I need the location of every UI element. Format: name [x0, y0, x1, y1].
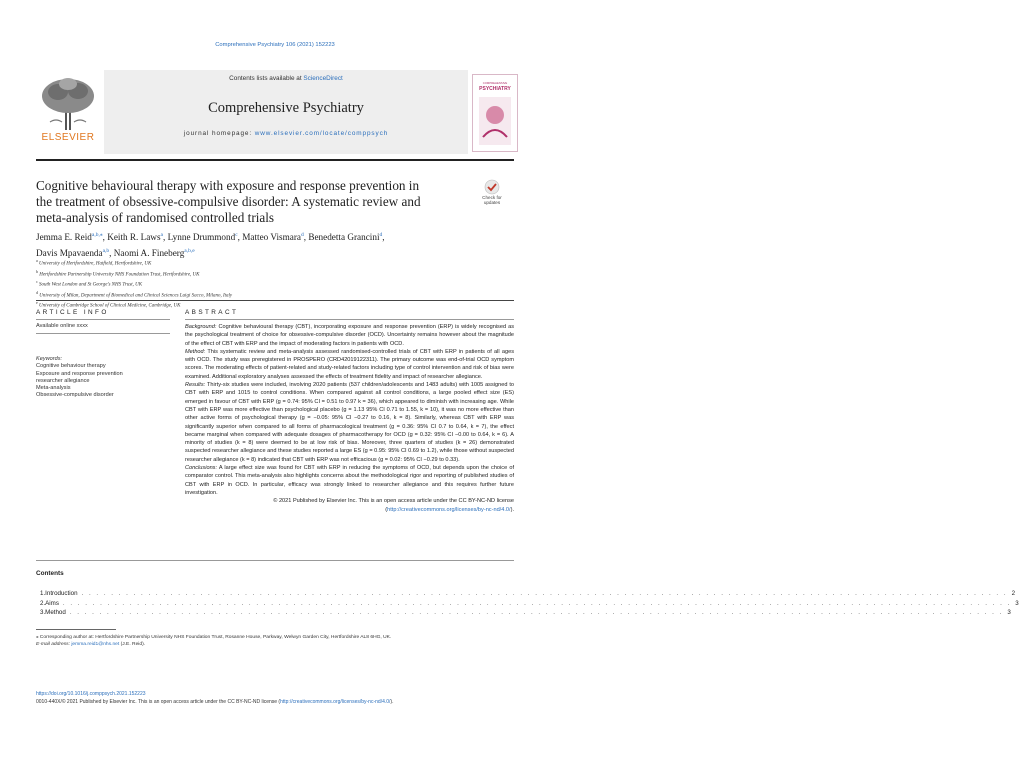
author-name: Lynne Drummond [167, 232, 236, 243]
article-info-heading: ARTICLE INFO [36, 309, 109, 316]
toc-title: Introduction [45, 590, 78, 597]
abstract-conclusions [185, 464, 514, 497]
toc-item[interactable] [36, 590, 1016, 600]
author-affil-marks: a,b,e [184, 248, 195, 255]
affiliation-item [36, 279, 514, 290]
email-label: E-mail address: [36, 642, 70, 647]
journal-cover-thumbnail[interactable] [472, 74, 518, 152]
author-name: Matteo Vismara [242, 232, 301, 243]
article-title: Cognitive behavioural therapy with exposure and response prevention in the treatment of obsessive-compulsive disorder: A systematic review and meta-analysis of randomised controlled trials [36, 178, 421, 225]
affiliation-text: University of Milan, Department of Biomedical and Clinical Sciences Luigi Sacco, Milano, Italy [39, 293, 233, 299]
abstract-method [185, 348, 514, 381]
journal-header [36, 70, 514, 154]
author-affil-marks: c [235, 232, 238, 238]
affiliation-item [36, 258, 514, 269]
toc-leader: . . . . . . . . . . . . . . . . . . . . . . . . . . . . . . . . . . . . . . . . . . . . . . . . . . . . . . . . . . . . . . . . . . . . . . . . . . . . . . . . . . . . . . . . . . . . . . . . . . . . . . . . . . . . . . . . . . . . . . . . . . . . . . . . [62, 599, 1012, 607]
table-of-contents [36, 590, 1019, 619]
elsevier-tree-logo [36, 74, 100, 132]
available-online: Available online xxxx [36, 323, 88, 329]
abstract-body [185, 323, 514, 514]
affiliation-list [36, 258, 514, 311]
author-entry[interactable] [308, 232, 384, 242]
journal-title: Comprehensive Psychiatry [208, 100, 364, 116]
rights-suffix: ). [390, 699, 394, 705]
cover-top-text: COMPREHENSIVE [482, 81, 508, 85]
toc-item[interactable] [36, 609, 1011, 619]
toc-item[interactable] [36, 599, 1019, 610]
affiliation-text: University of Cambridge School of Clinical Medicine, Cambridge, UK [39, 303, 181, 309]
toc-title: Method [45, 609, 66, 616]
license-link[interactable]: http://creativecommons.org/licenses/by-nc-nd/4.0/ [387, 506, 511, 513]
badge-line2: updates [483, 200, 501, 205]
abstract-license [185, 497, 514, 514]
keyword: Cognitive behaviour therapy [36, 363, 106, 370]
toc-leader: . . . . . . . . . . . . . . . . . . . . . . . . . . . . . . . . . . . . . . . . . . . . . . . . . . . . . . . . . . . . . . . . . . . . . . . . . . . . . . . . . . . . . . . . . . . . . . . . . . . . . . . . . . . . . . . . . . . . . . . . . . . . . [81, 590, 1008, 597]
rights-link[interactable]: http://creativecommons.org/licenses/by-nc-nd/4.0/ [280, 699, 391, 705]
license-close: ). [510, 506, 514, 513]
affiliation-key: c [36, 279, 38, 285]
toc-number: 1. [40, 590, 46, 597]
abstract-heading: ABSTRACT [185, 309, 239, 316]
email-link[interactable]: jemma.reid1@nhs.net [71, 642, 120, 647]
journal-homepage [104, 130, 468, 137]
contents-prefix: Contents lists available at [229, 75, 304, 82]
author-name: Davis Mpavaenda [36, 248, 103, 259]
method-text: This systematic review and meta-analysis assessed randomised-controlled trials of CBT with ERP in patients of all ages with OCD. The study was preregistered in PROSPERO (CRD42019122311). The primary outcome was end-of-trial OCD symptom scores. The moderating effects of patient-related and study-related factors including type of control intervention and risk of bias were examined. Additional exploratory analyses assessed the effects of treatment fidelity and impact of researcher allegiance. [185, 348, 514, 380]
affiliation-key: d [36, 289, 38, 295]
affiliation-text: University of Hertfordshire, Hatfield, Hertfordshire, UK [39, 261, 152, 267]
author-separator: , [109, 248, 114, 259]
author-separator: , [382, 232, 385, 243]
rights-prefix: 0010-440X/© 2021 Published by Elsevier Inc. This is an open access article under the CC BY-NC-ND license ( [36, 699, 281, 705]
background-label: Background: [185, 324, 217, 330]
toc-page: 3 [1007, 609, 1011, 616]
keyword: Exposure and response prevention [36, 370, 123, 377]
author-affil-marks: a,b [102, 248, 110, 255]
author-separator: , [303, 232, 309, 243]
keyword: Meta-analysis [36, 385, 71, 392]
badge-line1: Check for [482, 195, 502, 200]
conclusions-text: A large effect size was found for CBT with ERP in reducing the symptoms of OCD, but depends upon the choice of comparator control. This meta-analysis also highlights concerns about the methodological rigor and reporting of published studies of CBT with ERP in OCD. In particular, efficacy was strongly linked to researcher allegiance and this requires further future investigation. [185, 465, 514, 496]
check-for-updates-badge[interactable] [474, 178, 510, 206]
affiliation-item [36, 290, 514, 301]
author-entry[interactable] [107, 232, 167, 242]
abstract-results [185, 381, 514, 464]
affiliation-text: South West London and St George's NHS Trust, UK [39, 282, 143, 288]
author-affil-marks: a [160, 232, 163, 238]
affiliation-item [36, 269, 514, 280]
author-name: Benedetta Grancini [308, 232, 380, 243]
toc-number: 3. [40, 609, 46, 616]
author-entry[interactable] [114, 248, 195, 258]
results-label: Results: [185, 382, 206, 389]
author-entry[interactable] [36, 232, 107, 242]
results-text: Thirty-six studies were included, involving 2020 patients (537 children/adolescents and 1483 adults) with 1005 assigned to CBT with ERP and 1015 to control conditions. When compared against all control conditions, a large pooled effect size (ES) emerged in favour of CBT with ERP (g = 0.74: 95% CI = 0.51 to 0.97 k = 36), which appeared to diminish with increasing age. While CBT with ERP was more effective than psychological placebo (g = 1.13 95% CI 0.71 to 1.55, k = 10), it was no more effective than other active forms of psychological therapy (g = −0.05: 95% CI −0.27 to 0.16, k = 8). Similarly, whereas CBT with ERP was significantly superior when compared to all forms of pharmacological treatment (g = 0.36: 95% CI 0.7 to 0.64, k = 7), the effect became marginal when compared with adequate dosages of pharmacotherapy for OCD (g = 0.32: 95% CI −0.00 to 0.64, k = 6). A minority of studies (k = 8) were deemed to be at low risk of bias. Moreover, three quarters of studies (k = 26) demonstrated suspected researcher allegiance and these studies reported a large ES (g = 0.95: 95% CI 0.69 to 1.2), while those without suspected researcher allegiance (k = 8) indicated that CBT with ERP was not efficacious (g = 0.02: 95% CI −0.29 to 0.33). [185, 382, 515, 463]
author-separator: , [162, 232, 168, 243]
corresponding-line [36, 634, 514, 641]
article-info-rule [36, 319, 170, 320]
contents-heading: Contents [36, 570, 64, 577]
homepage-link[interactable]: www.elsevier.com/locate/comppsych [254, 130, 389, 137]
abstract-background [185, 323, 514, 348]
author-entry[interactable] [168, 232, 243, 242]
affiliation-key: a [36, 258, 38, 263]
email-line [36, 641, 514, 648]
publisher-wordmark[interactable]: ELSEVIER [41, 132, 95, 143]
sciencedirect-link[interactable]: ScienceDirect [303, 75, 343, 82]
conclusions-label: Conclusions: [185, 465, 218, 472]
toc-page: 3 [1015, 599, 1019, 607]
abstract-rule [185, 319, 514, 320]
corresponding-marker: ⁎ [36, 635, 39, 640]
background-text: Cognitive behavioural therapy (CBT), incorporating exposure and response prevention (ERP) is widely recognised as the psychological treatment of choice for obsessive-compulsive disorder (OCD). Uncertainty remains however about the magnitude of the effect of CBT with ERP and the impact of moderating factors in patients with OCD. [185, 324, 514, 347]
toc-page: 2 [1011, 590, 1016, 597]
author-affil-marks: d [379, 232, 383, 238]
corresponding-author-footnote [36, 634, 514, 648]
author-affil-marks: a,b,⁎ [91, 232, 103, 238]
keywords-title: Keywords: [36, 356, 63, 362]
author-name: Jemma E. Reid [36, 232, 92, 243]
homepage-prefix: journal homepage: [183, 130, 255, 137]
author-separator: , [237, 232, 243, 243]
journal-citation[interactable]: Comprehensive Psychiatry 106 (2021) 152223 [215, 42, 335, 48]
cover-art-image [479, 97, 511, 145]
keyword: Obsessive-compulsive disorder [36, 392, 114, 399]
article-info-rule-lower [36, 333, 170, 334]
email-suffix: (J.E. Reid). [119, 642, 146, 647]
contents-divider [36, 560, 514, 561]
toc-title: Aims [45, 599, 59, 607]
keyword: researcher allegiance [36, 377, 90, 384]
section-divider [36, 300, 514, 301]
author-affil-marks: d [300, 232, 304, 238]
toc-leader: . . . . . . . . . . . . . . . . . . . . . . . . . . . . . . . . . . . . . . . . . . . . . . . . . . . . . . . . . . . . . . . . . . . . . . . . . . . . . . . . . . . . . . . . . . . . . . . . . . . . . . . . . . . . . . . . . . . . . . . . . . . . . . [69, 609, 1004, 616]
license-text: © 2021 Published by Elsevier Inc. This is an open access article under the CC BY-NC-ND license ( [273, 498, 514, 513]
contents-availability [104, 75, 468, 82]
doi-link[interactable]: https://doi.org/10.1016/j.comppsych.2021.152223 [36, 691, 146, 697]
author-name: Keith R. Laws [107, 232, 161, 243]
author-name: Naomi A. Fineberg [113, 248, 185, 259]
method-label: Method: [185, 348, 206, 355]
toc-number: 2. [40, 599, 46, 607]
author-separator: , [102, 232, 108, 243]
author-list [36, 228, 514, 260]
author-entry[interactable] [36, 248, 114, 258]
affiliation-key: e [36, 300, 38, 306]
affiliation-key: b [36, 268, 38, 274]
footnote-rule [36, 629, 116, 630]
affiliation-text: Hertfordshire Partnership University NHS Foundation Trust, Hertfordshire, UK [39, 272, 200, 278]
rights-statement [36, 699, 514, 705]
author-entry[interactable] [242, 232, 308, 242]
corresponding-text: Corresponding author at: Hertfordshire Partnership University NHS Foundation Trust, Rosanne House, Parkway, Welwyn Garden City, Hertfordshire AL8 6HG, UK. [38, 635, 392, 640]
cover-title-text: PSYCHIATRY [479, 86, 511, 92]
header-divider [36, 159, 514, 161]
keywords-block [36, 356, 170, 400]
